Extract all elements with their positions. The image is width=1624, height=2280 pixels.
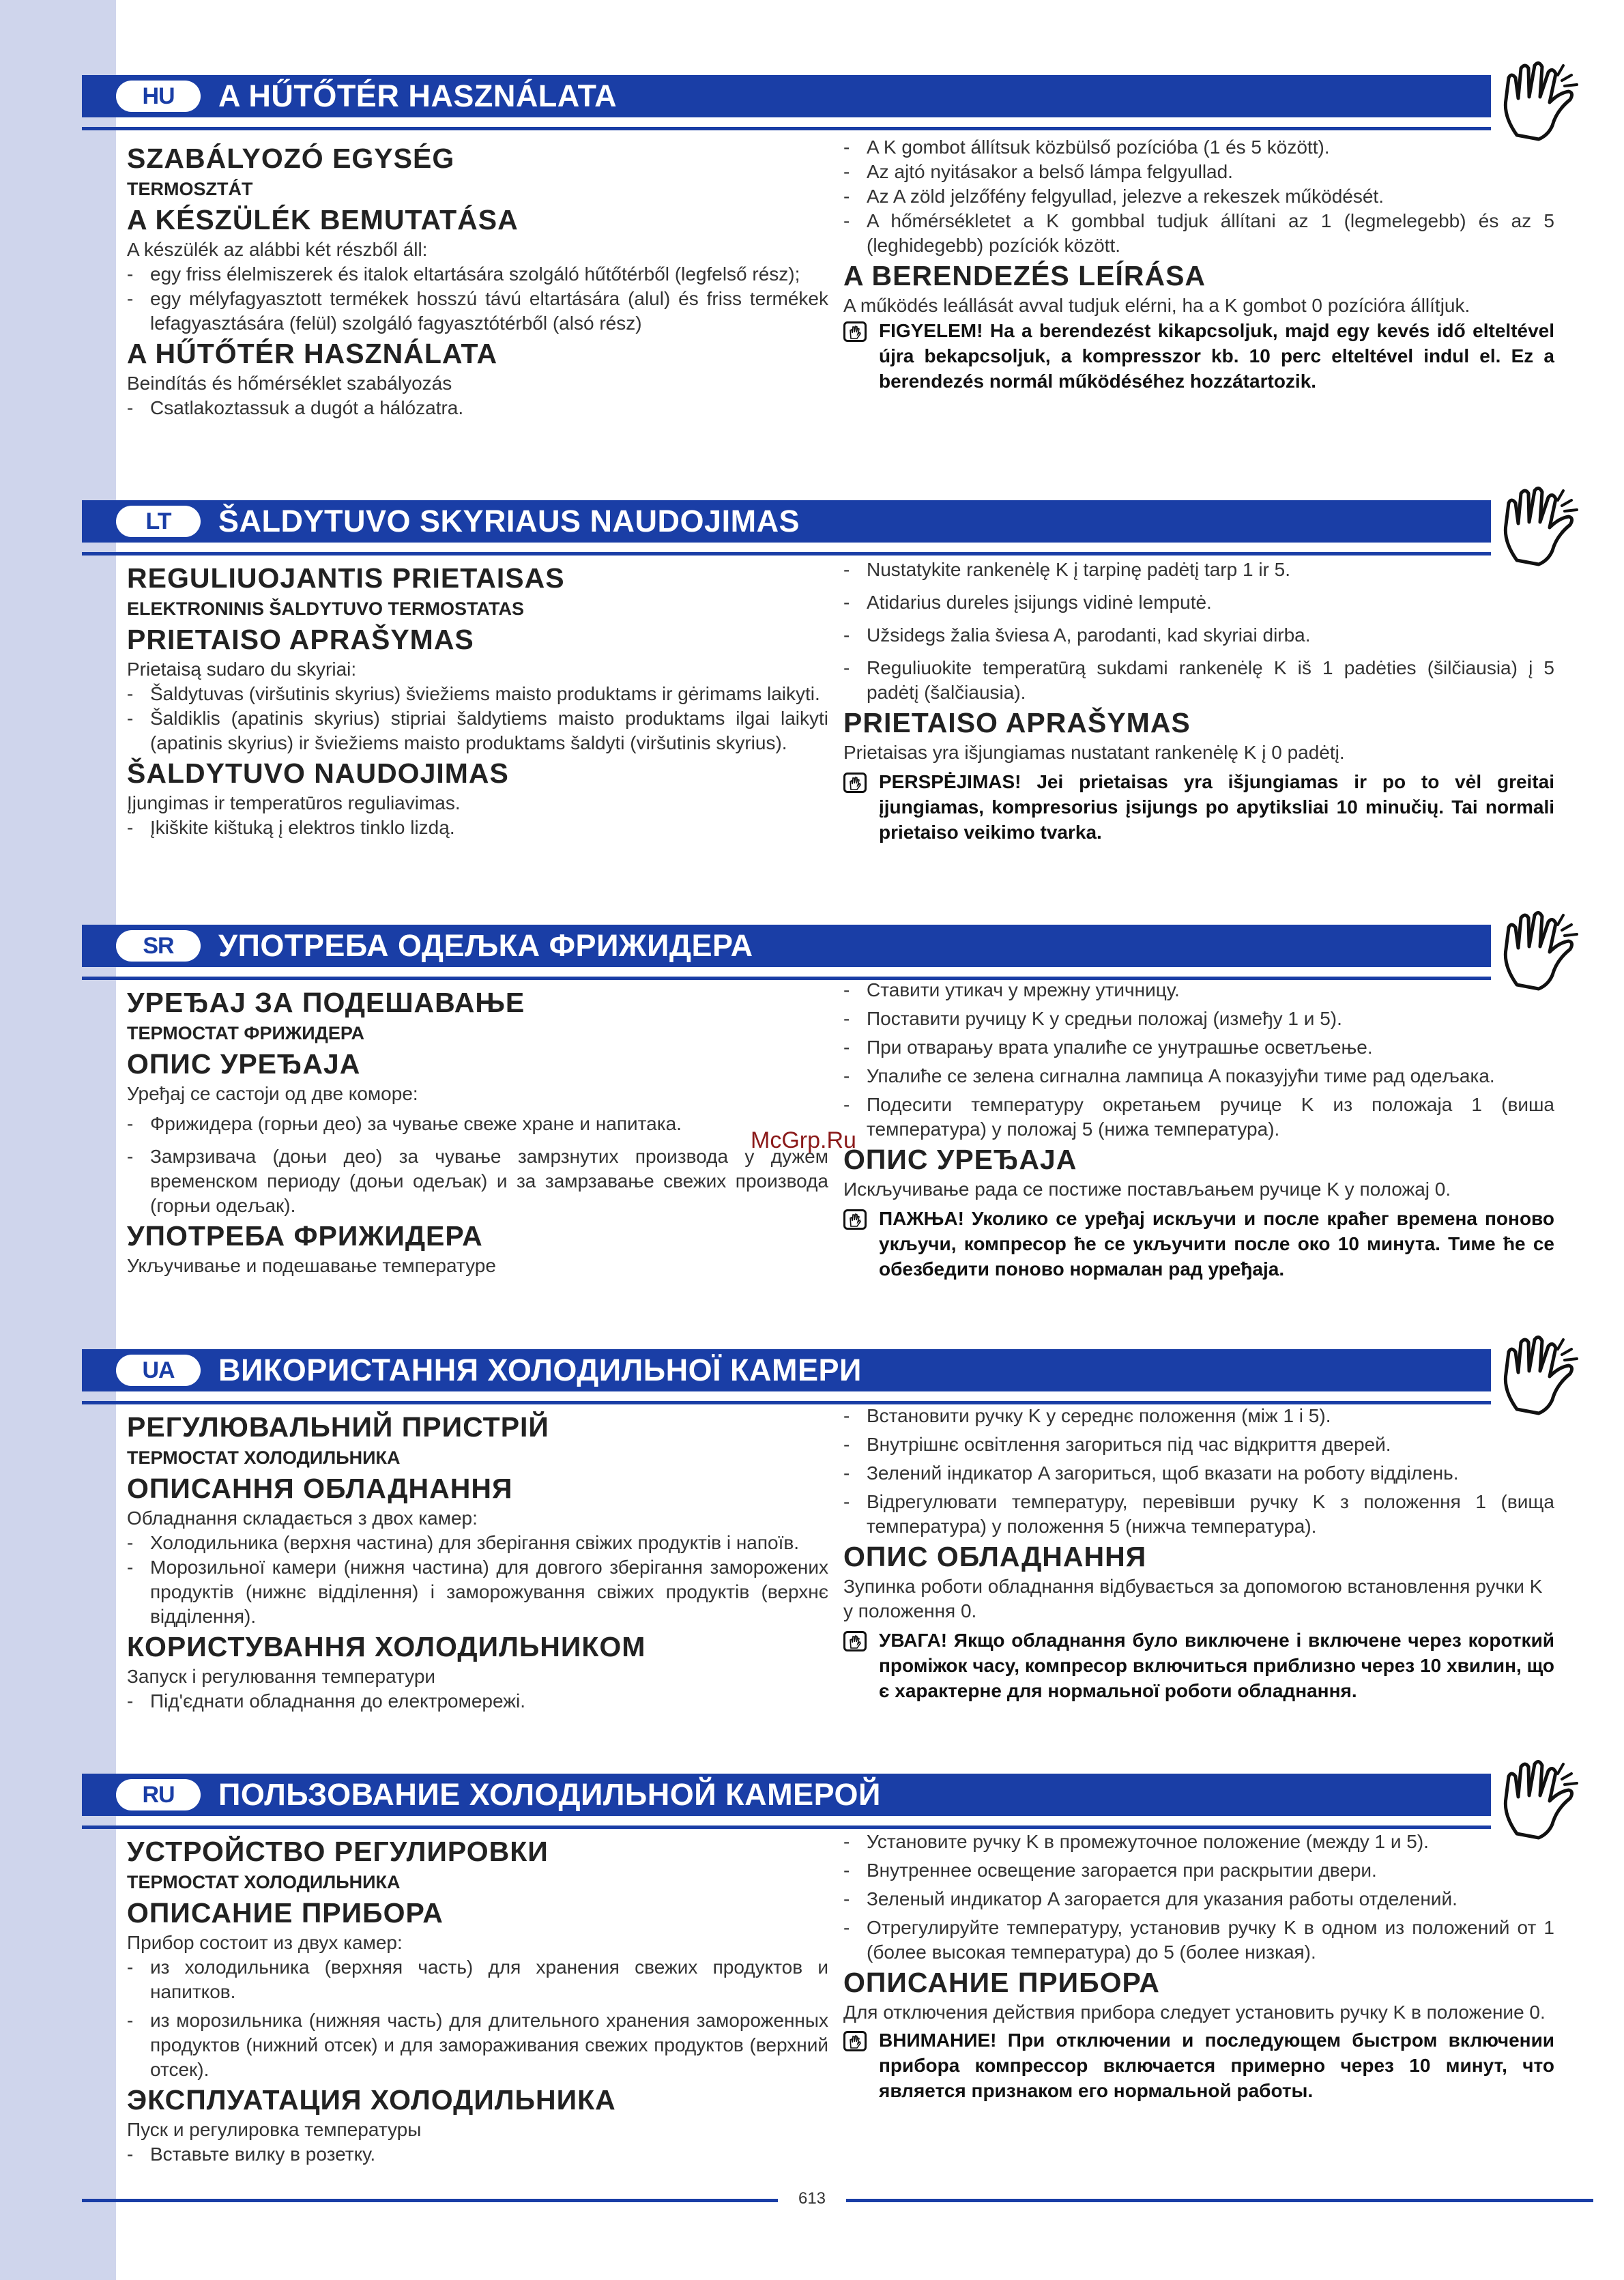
heading-description: A BERENDEZÉS LEÍRÁSA <box>843 260 1206 291</box>
section-title: A HŰTŐTÉR HASZNÁLATA <box>218 78 618 113</box>
compartment-list <box>127 1531 828 1629</box>
warning-hand-icon <box>843 2031 867 2051</box>
left-sidebar-strip <box>0 0 116 2280</box>
section-header-band <box>82 925 1593 967</box>
list-item: - Отрегулируйте температуру, установив ручку K в одном из положений от 1 (более высокая температура) до 5 (более низкая). <box>843 1916 1554 1965</box>
list-item: - Поставити ручицу K у средњи положај (између 1 и 5). <box>843 1007 1554 1031</box>
list-item: - из морозильника (нижняя часть) для длительного хранения замороженных продуктов (нижний отсек) и для замораживания свежих продуктов (верхний отсек). <box>127 2008 828 2082</box>
list-item: - Внутрішнє освітлення загориться під час відкриття дверей. <box>843 1432 1554 1457</box>
list-item: - Подесити температуру окретањем ручице K из положаја 1 (виша температура) у положај 5 (нижа температура). <box>843 1093 1554 1142</box>
language-badge: LT <box>116 506 201 537</box>
list-item: - Ставити утикач у мрежну утичницу. <box>843 978 1554 1002</box>
heading-thermostat: ТЕРМОСТАТ ХОЛОДИЛЬНИКА <box>127 1872 401 1892</box>
list-item: - Nustatykite rankenėlę K į tarpinę padėtį tarp 1 ir 5. <box>843 558 1554 582</box>
list-item: - Atidarius dureles įsijungs vidinė lemputė. <box>843 590 1554 615</box>
hand-icon <box>1491 910 1600 993</box>
warning-text: ВНИМАНИЕ! При отключении и последующем быстром включении прибора компрессор включается примерно через 10 минут, что является признаком его нормальной работы. <box>879 2030 1554 2101</box>
list-item: - Фрижидера (горњи део) за чување свеже хране и напитака. <box>127 1112 828 1136</box>
heading-thermostat: ELEKTRONINIS ŠALDYTUVO TERMOSTATAS <box>127 598 525 619</box>
warning-hand-icon <box>843 1631 867 1651</box>
section-title: ВИКОРИСТАННЯ ХОЛОДИЛЬНОЇ КАМЕРИ <box>218 1353 862 1387</box>
compartment-list <box>127 262 828 336</box>
section-header-band <box>82 75 1593 117</box>
list-item: - Внутреннее освещение загорается при раскрытии двери. <box>843 1858 1554 1883</box>
hand-icon <box>1491 1334 1600 1417</box>
heading-appliance-presentation: ОПИС УРЕЂАЈА <box>127 1048 361 1080</box>
section-header-band <box>82 500 1593 543</box>
warning-text: ПАЖЊА! Уколико се уређај искључи и после краћег времена поново укључи, компресор ће се укључити после око 10 минута. Тиме ће се обезбедити поново нормалан рад уређаја. <box>879 1208 1554 1280</box>
warning-hand-icon <box>843 773 867 793</box>
list-item: - из холодильника (верхняя часть) для хранения свежих продуктов и напитков. <box>127 1955 828 2004</box>
warning-block <box>843 1206 1554 1282</box>
list-item: - egy friss élelmiszerek és italok eltartására szolgáló hűtőtérből (legfelső rész); <box>127 262 828 287</box>
left-column <box>127 1834 828 2167</box>
switch-off-text: Prietaisas yra išjungiamas nustatant rankenėlę K į 0 padėtį. <box>843 742 1345 763</box>
start-text: Beindítás és hőmérséklet szabályozás <box>127 373 452 394</box>
language-badge: RU <box>116 1779 201 1810</box>
section-underline <box>82 552 1593 555</box>
list-item: - Зеленый индикатор A загорается для указания работы отделений. <box>843 1887 1554 1911</box>
section-lt <box>82 500 1593 843</box>
list-item: - Морозильної камери (нижня частина) для довгого зберігання заморожених продуктів (нижнє відділення) і заморожування свіжих продуктів (верхнє відділення). <box>127 1555 828 1629</box>
warning-text: FIGYELEM! Ha a berendezést kikapcsoljuk, majd egy kevés idő elteltével újra bekapcsoljuk, a kompresszor kb. 10 perc elteltével indul el. Ez a berendezés normál működéséhez hozzátartozik. <box>879 320 1554 392</box>
heading-description: ОПИСАНИЕ ПРИБОРА <box>843 1967 1160 1998</box>
heading-description: PRIETAISO APRAŠYMAS <box>843 707 1191 738</box>
right-column <box>843 978 1554 1282</box>
heading-thermostat: ТЕРМОСТАТ ХОЛОДИЛЬНИКА <box>127 1447 401 1468</box>
heading-thermostat: ТЕРМОСТАТ ФРИЖИДЕРА <box>127 1023 365 1043</box>
list-item: - A hőmérsékletet a K gombbal tudjuk állítani az 1 (legmelegebb) és az 5 (leghidegebb) pozíciók között. <box>843 209 1554 258</box>
switch-off-text: Для отключения действия прибора следует установить ручку K в положение 0. <box>843 2002 1546 2023</box>
list-item: - Šaldytuvas (viršutinis skyrius) šviežiems maisto produktams ir gėrimams laikyti. <box>127 682 828 706</box>
hand-icon <box>1491 60 1600 143</box>
list-item: - При отварању врата упалиће се унутрашње осветљење. <box>843 1035 1554 1060</box>
heading-appliance-presentation: ОПИСАНИЕ ПРИБОРА <box>127 1897 444 1929</box>
list-item: - Замрзивача (доњи део) за чување замрзнутих производа у дужем временском периоду (доњи одељак) и за замрзавање свежих производа (горњи одељак). <box>127 1144 828 1218</box>
intro-text: Уређај се састоји од две коморе: <box>127 1083 418 1104</box>
list-item: - Užsidegs žalia šviesa A, parodanti, kad skyriai dirba. <box>843 623 1554 648</box>
hand-icon <box>1491 1759 1600 1842</box>
switch-off-text: Искључивање рада се постиже постављањем ручице K у положај 0. <box>843 1179 1451 1200</box>
section-header-band <box>82 1774 1593 1816</box>
list-item: - Įkiškite kištuką į elektros tinklo lizdą. <box>127 816 828 840</box>
start-text: Укључивање и подешавање температуре <box>127 1255 496 1276</box>
left-column <box>127 141 828 420</box>
footer-rule-left <box>82 2199 778 2202</box>
warning-text: PERSPĖJIMAS! Jei prietaisas yra išjungiamas ir po to vėl greitai įjungiamas, kompresorius įsijungs po apytiksliai 10 minučių. Tai normali prietaiso veikimo tvarka. <box>879 771 1554 843</box>
footer-page-number: 613 <box>798 2189 826 2208</box>
start-text: Įjungimas ir temperatūros reguliavimas. <box>127 792 461 813</box>
intro-text: Обладнання складається з двох камер: <box>127 1507 478 1529</box>
switch-off-text: A működés leállását avval tudjuk elérni, ha a K gombot 0 pozícióra állítjuk. <box>843 295 1470 316</box>
section-hu <box>82 75 1593 418</box>
right-column <box>843 135 1554 394</box>
heading-control-unit: УРЕЂАЈ ЗА ПОДЕШАВАЊЕ <box>127 987 525 1018</box>
steps-list <box>843 135 1554 258</box>
watermark: McGrp.Ru <box>751 1127 856 1153</box>
warning-block <box>843 769 1554 845</box>
intro-text: Прибор состоит из двух камер: <box>127 1932 403 1953</box>
footer-rule-right <box>846 2199 1593 2202</box>
heading-description: ОПИС УРЕЂАЈА <box>843 1144 1077 1175</box>
list-item: - Вставьте вилку в розетку. <box>127 2142 828 2167</box>
section-title: ŠALDYTUVO SKYRIAUS NAUDOJIMAS <box>218 504 800 538</box>
section-title: УПОТРЕБА ОДЕЉКА ФРИЖИДЕРА <box>218 928 753 963</box>
left-column <box>127 985 828 1278</box>
start-text: Пуск и регулировка температуры <box>127 2119 422 2140</box>
section-header-band <box>82 1349 1593 1391</box>
warning-hand-icon <box>843 1209 867 1230</box>
heading-fridge-use: A HŰTŐTÉR HASZNÁLATA <box>127 338 498 369</box>
list-item: - Установите ручку K в промежуточное положение (между 1 и 5). <box>843 1830 1554 1854</box>
start-text: Запуск і регулювання температури <box>127 1666 436 1687</box>
heading-appliance-presentation: ОПИСАННЯ ОБЛАДНАННЯ <box>127 1473 513 1504</box>
warning-block <box>843 318 1554 394</box>
list-item: - Відрегулювати температуру, перевівши ручку K з положення 1 (вища температура) у положення 5 (нижча температура). <box>843 1490 1554 1539</box>
section-underline <box>82 127 1593 130</box>
warning-block <box>843 1628 1554 1703</box>
warning-block <box>843 2028 1554 2103</box>
compartment-list <box>127 682 828 755</box>
list-item: - Встановити ручку K у середнє положення (між 1 і 5). <box>843 1404 1554 1428</box>
list-item: - Під'єднати обладнання до електромережі. <box>127 1689 828 1714</box>
list-item: - egy mélyfagyasztott termékek hosszú távú eltartására (alul) és friss termékek lefagyasztására (felül) szolgáló fagyasztótérből (alsó rész) <box>127 287 828 336</box>
steps-list <box>843 1830 1554 1965</box>
list-item: - Холодильника (верхня частина) для зберігання свіжих продуктів і напоїв. <box>127 1531 828 1555</box>
compartment-list <box>127 1112 828 1218</box>
steps-list <box>843 1404 1554 1539</box>
heading-control-unit: REGULIUOJANTIS PRIETAISAS <box>127 562 565 594</box>
warning-text: УВАГА! Якщо обладнання було виключене і включене через короткий проміжок часу, компресор включиться приблизно через 10 хвилин, що є характерне для нормальної роботи обладнання. <box>879 1630 1554 1701</box>
language-badge: SR <box>116 930 201 962</box>
left-column <box>127 1409 828 1714</box>
list-item: - Az A zöld jelzőfény felgyullad, jelezve a rekeszek működését. <box>843 184 1554 209</box>
heading-appliance-presentation: A KÉSZÜLÉK BEMUTATÁSA <box>127 204 519 235</box>
heading-control-unit: SZABÁLYOZÓ EGYSÉG <box>127 143 455 174</box>
heading-fridge-use: КОРИСТУВАННЯ ХОЛОДИЛЬНИКОМ <box>127 1631 646 1662</box>
section-ua <box>82 1349 1593 1712</box>
steps-list <box>843 558 1554 705</box>
right-column <box>843 558 1554 845</box>
steps-list <box>843 978 1554 1142</box>
right-column <box>843 1830 1554 2103</box>
switch-off-text: Зупинка роботи обладнання відбувається за допомогою встановлення ручки K у положення 0. <box>843 1576 1543 1621</box>
list-item: - Зелений індикатор A загориться, щоб вказати на роботу відділень. <box>843 1461 1554 1486</box>
list-item: - Reguliuokite temperatūrą sukdami rankenėlę K iš 1 padėties (šilčiausia) į 5 padėtį (šalčiausia). <box>843 656 1554 705</box>
left-column <box>127 560 828 840</box>
heading-fridge-use: ЭКСПЛУАТАЦИЯ ХОЛОДИЛЬНИКА <box>127 2084 616 2116</box>
list-item: - Az ajtó nyitásakor a belső lámpa felgyullad. <box>843 160 1554 184</box>
section-title: ПОЛЬЗОВАНИЕ ХОЛОДИЛЬНОЙ КАМЕРОЙ <box>218 1777 881 1812</box>
right-column <box>843 1404 1554 1703</box>
compartment-list <box>127 1955 828 2082</box>
list-item: - Šaldiklis (apatinis skyrius) stipriai šaldytiems maisto produktams ilgai laikyti (apatinis skyrius) ir šviežiems maisto produktams šaldyti (viršutinis skyrius). <box>127 706 828 755</box>
language-badge: UA <box>116 1355 201 1386</box>
hand-icon <box>1491 485 1600 568</box>
heading-fridge-use: ŠALDYTUVO NAUDOJIMAS <box>127 757 509 789</box>
heading-description: ОПИС ОБЛАДНАННЯ <box>843 1541 1147 1572</box>
list-item: - A K gombot állítsuk közbülső pozícióba (1 és 5 között). <box>843 135 1554 160</box>
heading-control-unit: РЕГУЛЮВАЛЬНИЙ ПРИСТРІЙ <box>127 1411 549 1443</box>
section-underline <box>82 1826 1593 1829</box>
heading-control-unit: УСТРОЙСТВО РЕГУЛИРОВКИ <box>127 1836 549 1867</box>
list-item: - Упалиће се зелена сигнална лампица A показујући тиме рад одељака. <box>843 1064 1554 1088</box>
heading-appliance-presentation: PRIETAISO APRAŠYMAS <box>127 624 474 655</box>
heading-thermostat: TERMOSZTÁT <box>127 179 253 199</box>
intro-text: Prietaisą sudaro du skyriai: <box>127 659 357 680</box>
warning-hand-icon <box>843 321 867 342</box>
language-badge: HU <box>116 81 201 112</box>
section-ru <box>82 1774 1593 2165</box>
list-item: - Csatlakoztassuk a dugót a hálózatra. <box>127 396 828 420</box>
intro-text: A készülék az alábbi két részből áll: <box>127 239 428 260</box>
heading-fridge-use: УПОТРЕБА ФРИЖИДЕРА <box>127 1220 483 1252</box>
